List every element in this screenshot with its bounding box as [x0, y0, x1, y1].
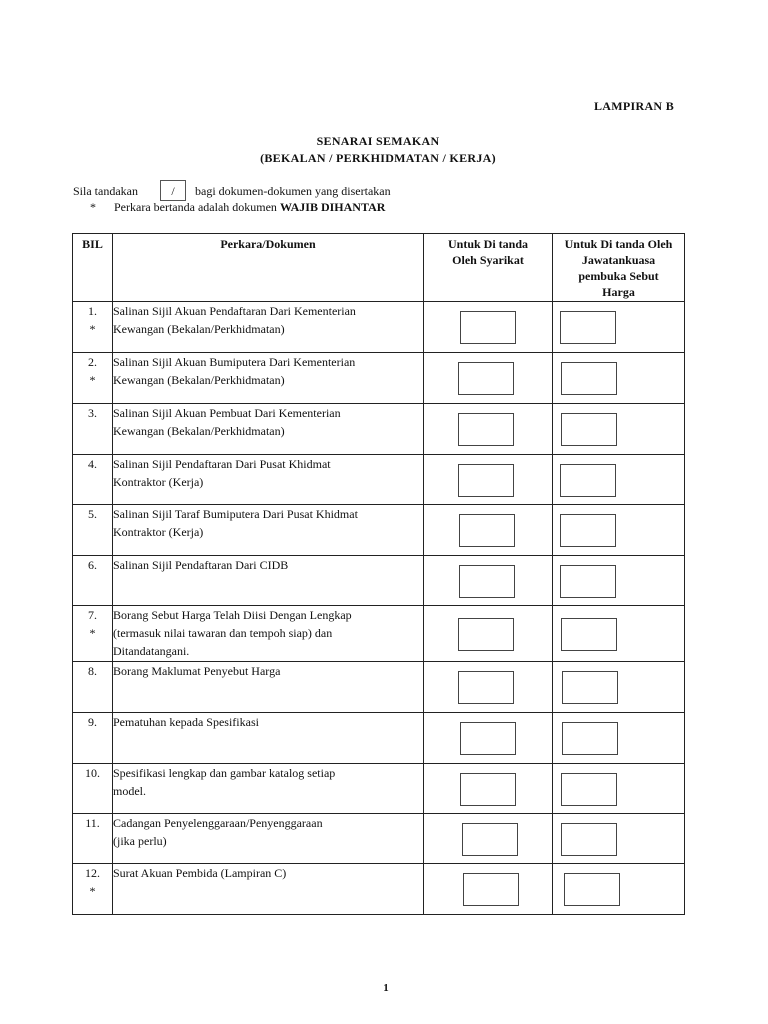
row-number: 7.: [88, 608, 97, 622]
appendix-label: LAMPIRAN B: [594, 99, 674, 113]
company-checkbox-cell: [424, 713, 553, 764]
document-line: Salinan Sijil Akuan Bumiputera Dari Kementerian: [113, 355, 356, 369]
asterisk-marker: *: [90, 200, 96, 214]
company-checkbox-cell: [424, 404, 553, 455]
tick-example-box: /: [160, 180, 186, 201]
document-line: Salinan Sijil Pendaftaran Dari CIDB: [113, 558, 289, 572]
committee-checkbox-cell: [553, 556, 685, 606]
company-checkbox[interactable]: [458, 671, 514, 704]
document-line: Kewangan (Bekalan/Perkhidmatan): [113, 322, 285, 336]
document-line: Spesifikasi lengkap dan gambar katalog setiap: [113, 766, 336, 780]
document-line: Kontraktor (Kerja): [113, 525, 204, 539]
committee-checkbox-cell: [553, 764, 685, 814]
checklist-table: [72, 233, 685, 915]
row-number: 3.: [88, 406, 97, 420]
row-number-cell: [73, 713, 113, 764]
company-checkbox-cell: [424, 353, 553, 404]
company-checkbox-cell: [424, 814, 553, 864]
document-line: Ditandatangani.: [113, 644, 190, 658]
company-checkbox-cell: [424, 864, 553, 915]
company-checkbox-cell: [424, 556, 553, 606]
header-committee-line: pembuka Sebut: [578, 269, 659, 283]
mandatory-asterisk: *: [89, 884, 96, 898]
document-cell: [113, 606, 424, 662]
row-number-cell: [73, 505, 113, 556]
row-number: 2.: [88, 355, 97, 369]
document-cell: [113, 404, 424, 455]
table-row: [73, 505, 685, 556]
company-checkbox[interactable]: [458, 362, 514, 395]
header-company-line: Oleh Syarikat: [452, 253, 524, 267]
company-checkbox[interactable]: [458, 413, 514, 446]
document-line: Kontraktor (Kerja): [113, 475, 204, 489]
document-line: (jika perlu): [113, 834, 167, 848]
company-checkbox[interactable]: [459, 514, 515, 547]
committee-checkbox[interactable]: [561, 413, 617, 446]
document-line: Surat Akuan Pembida (Lampiran C): [113, 866, 287, 880]
page-number: 1: [383, 982, 389, 994]
table-row: [73, 864, 685, 915]
document-cell: [113, 814, 424, 864]
committee-checkbox-cell: [553, 505, 685, 556]
header-company-line: Untuk Di tanda: [447, 237, 529, 251]
committee-checkbox[interactable]: [560, 514, 616, 547]
document-subtitle: (BEKALAN / PERKHIDMATAN / KERJA): [260, 151, 496, 165]
document-line: Salinan Sijil Pendaftaran Dari Pusat Khidmat: [113, 457, 331, 471]
document-line: model.: [113, 784, 146, 798]
committee-checkbox[interactable]: [561, 618, 617, 651]
table-row: [73, 455, 685, 505]
committee-checkbox-cell: [553, 864, 685, 915]
committee-checkbox-cell: [553, 353, 685, 404]
header-bil: BIL: [73, 234, 113, 302]
committee-checkbox[interactable]: [560, 565, 616, 598]
committee-checkbox[interactable]: [561, 823, 617, 856]
company-checkbox-cell: [424, 455, 553, 505]
document-cell: [113, 556, 424, 606]
committee-checkbox[interactable]: [562, 671, 618, 704]
document-line: Salinan Sijil Akuan Pendaftaran Dari Kementerian: [113, 304, 356, 318]
mandatory-asterisk: *: [89, 322, 96, 336]
company-checkbox-cell: [424, 764, 553, 814]
row-number: 9.: [88, 715, 97, 729]
committee-checkbox-cell: [553, 404, 685, 455]
mandatory-asterisk: *: [89, 626, 96, 640]
row-number: 5.: [88, 507, 97, 521]
company-checkbox[interactable]: [460, 311, 516, 344]
document-cell: [113, 302, 424, 353]
company-checkbox-cell: [424, 606, 553, 662]
document-line: Salinan Sijil Akuan Pembuat Dari Kementerian: [113, 406, 341, 420]
committee-checkbox-cell: [553, 455, 685, 505]
table-row: [73, 814, 685, 864]
document-title: SENARAI SEMAKAN: [316, 134, 440, 148]
document-line: Borang Sebut Harga Telah Diisi Dengan Lengkap: [113, 608, 352, 622]
company-checkbox-cell: [424, 662, 553, 713]
document-line: Borang Maklumat Penyebut Harga: [113, 664, 281, 678]
table-row: [73, 606, 685, 662]
document-cell: [113, 455, 424, 505]
document-line: Kewangan (Bekalan/Perkhidmatan): [113, 424, 285, 438]
row-number: 6.: [88, 558, 97, 572]
row-number: 4.: [88, 457, 97, 471]
header-document: Perkara/Dokumen: [113, 234, 424, 302]
row-number: 11.: [85, 816, 100, 830]
company-checkbox[interactable]: [458, 464, 514, 497]
company-checkbox-cell: [424, 505, 553, 556]
row-number: 10.: [85, 766, 100, 780]
company-checkbox[interactable]: [459, 565, 515, 598]
header-committee-line: Harga: [602, 285, 635, 299]
document-cell: [113, 864, 424, 915]
document-cell: [113, 353, 424, 404]
mandatory-note-bold: WAJIB DIHANTAR: [279, 200, 386, 214]
table-row: [73, 662, 685, 713]
row-number-cell: [73, 606, 113, 662]
committee-checkbox[interactable]: [560, 464, 616, 497]
document-line: Pematuhan kepada Spesifikasi: [113, 715, 259, 729]
committee-checkbox-cell: [553, 662, 685, 713]
header-committee-line: Jawatankuasa: [581, 253, 656, 267]
row-number-cell: [73, 556, 113, 606]
document-line: Salinan Sijil Taraf Bumiputera Dari Pusat Khidmat: [113, 507, 358, 521]
committee-checkbox-cell: [553, 606, 685, 662]
document-line: Cadangan Penyelenggaraan/Penyenggaraan: [113, 816, 323, 830]
committee-checkbox-cell: [553, 713, 685, 764]
row-number-cell: [73, 814, 113, 864]
mandatory-note-text: Perkara bertanda adalah dokumen: [114, 200, 277, 214]
committee-checkbox-cell: [553, 814, 685, 864]
row-number: 12.: [85, 866, 100, 880]
document-cell: [113, 662, 424, 713]
instruction-suffix: bagi dokumen-dokumen yang disertakan: [195, 184, 391, 198]
committee-checkbox[interactable]: [564, 873, 620, 906]
header-committee-check: [553, 234, 685, 302]
document-line: (termasuk nilai tawaran dan tempoh siap) dan: [113, 626, 333, 640]
company-checkbox[interactable]: [463, 873, 519, 906]
table-row: [73, 302, 685, 353]
row-number: 8.: [88, 664, 97, 678]
row-number-cell: [73, 455, 113, 505]
committee-checkbox[interactable]: [560, 311, 616, 344]
committee-checkbox[interactable]: [562, 722, 618, 755]
row-number-cell: [73, 864, 113, 915]
mandatory-note: [114, 200, 385, 215]
header-committee-line: Untuk Di tanda Oleh: [564, 237, 673, 251]
table-row: [73, 353, 685, 404]
company-checkbox-cell: [424, 302, 553, 353]
committee-checkbox[interactable]: [561, 773, 617, 806]
row-number-cell: [73, 662, 113, 713]
row-number-cell: [73, 353, 113, 404]
document-cell: [113, 713, 424, 764]
document-cell: [113, 505, 424, 556]
header-company-check: [424, 234, 553, 302]
document-cell: [113, 764, 424, 814]
document-line: Kewangan (Bekalan/Perkhidmatan): [113, 373, 285, 387]
instruction-prefix: Sila tandakan: [73, 184, 138, 198]
committee-checkbox-cell: [553, 302, 685, 353]
committee-checkbox[interactable]: [561, 362, 617, 395]
row-number-cell: [73, 404, 113, 455]
table-row: [73, 404, 685, 455]
table-row: [73, 556, 685, 606]
row-number-cell: [73, 764, 113, 814]
row-number: 1.: [88, 304, 97, 318]
table-row: [73, 713, 685, 764]
table-row: [73, 764, 685, 814]
company-checkbox[interactable]: [460, 773, 516, 806]
mandatory-asterisk: *: [89, 373, 96, 387]
row-number-cell: [73, 302, 113, 353]
company-checkbox[interactable]: [462, 823, 518, 856]
company-checkbox[interactable]: [458, 618, 514, 651]
company-checkbox[interactable]: [460, 722, 516, 755]
